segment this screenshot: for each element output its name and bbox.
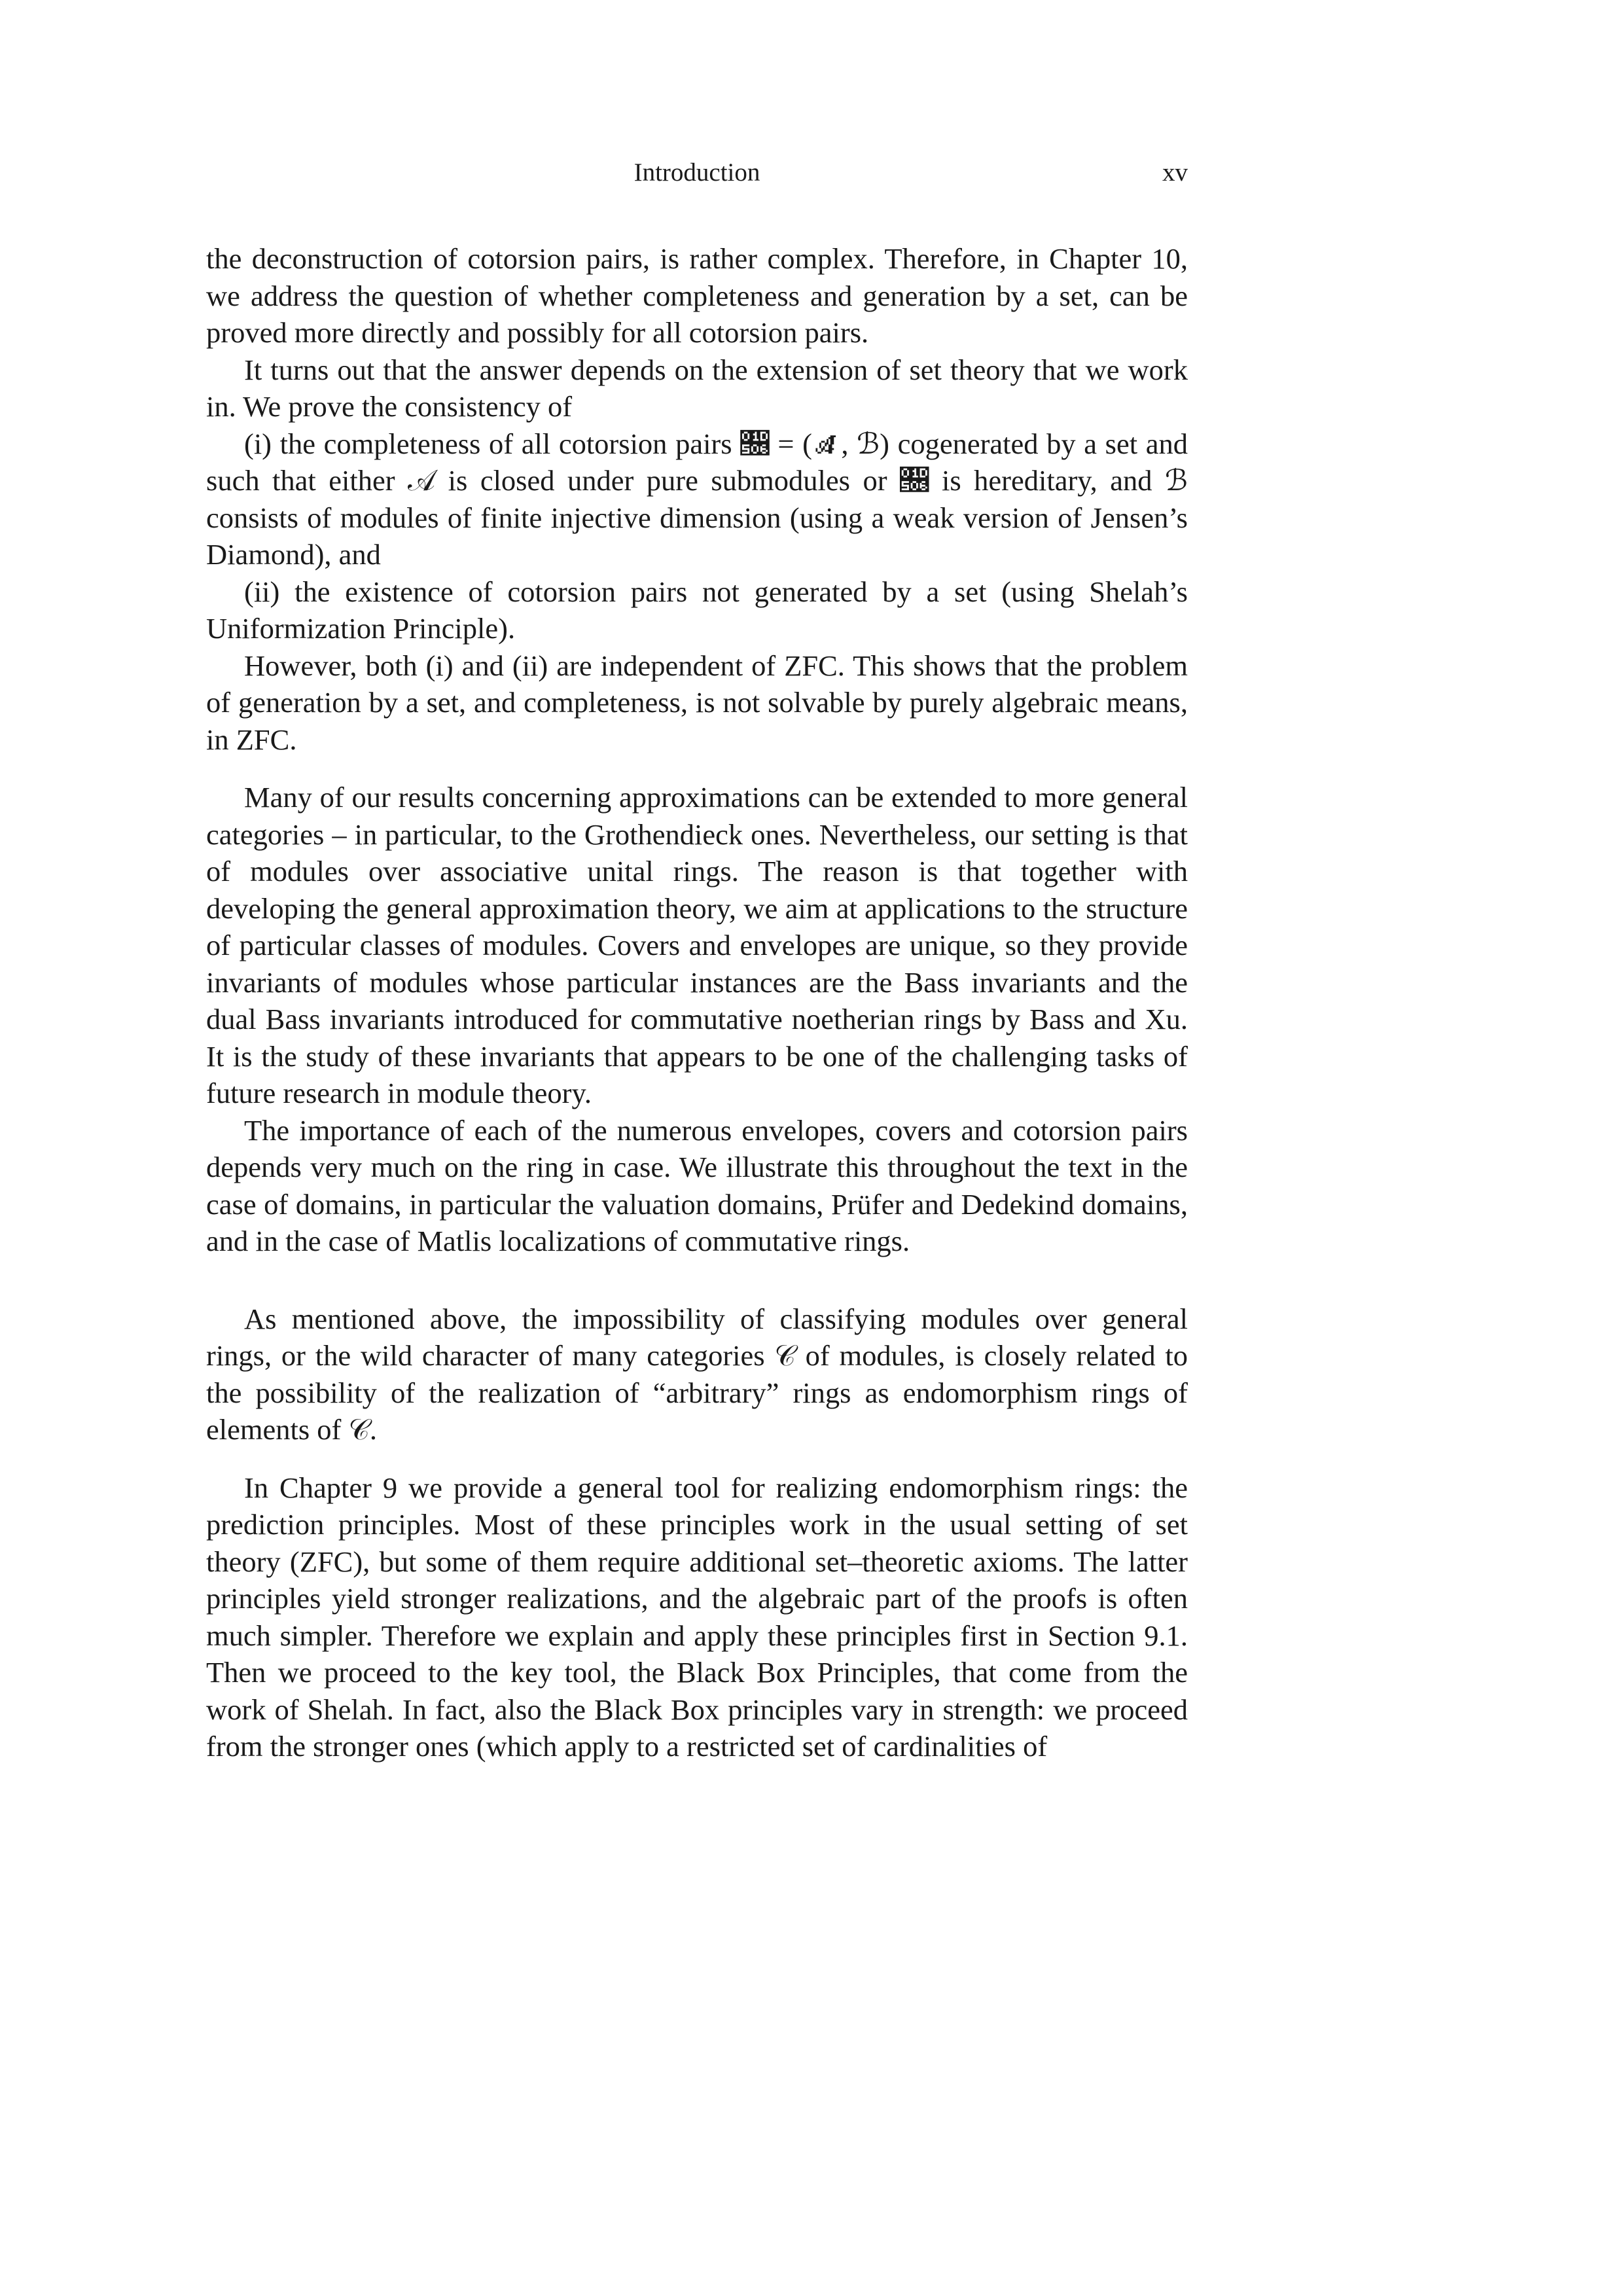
- paragraph-set-theory-extension: It turns out that the answer depends on the extension of set theory that we work in. We prove the consistency of: [206, 353, 1188, 423]
- paragraph-deconstruction: the deconstruction of cotorsion pairs, is rather complex. Therefore, in Chapter 10, we address the question of whether completeness and generation by a set, can be proved more directly and possibly for all cotorsion pairs.: [206, 242, 1188, 349]
- running-head: Introduction: [633, 158, 760, 187]
- paragraph-item-ii: (ii) the existence of cotorsion pairs not generated by a set (using Shelah’s Uniformization Principle).: [206, 575, 1188, 645]
- body-text: [206, 240, 1188, 1765]
- paragraph-independence-zfc: However, both (i) and (ii) are independent of ZFC. This shows that the problem of generation by a set, and completeness, is not solvable by purely algebraic means, in ZFC.: [206, 649, 1188, 756]
- paragraph-classification-impossibility: As mentioned above, the impossibility of classifying modules over general rings, or the wild character of many categories 𝒞 of modules, is closely related to the possibility of the realization of “arbitrary” rings as endomorphism rings of elements of 𝒞.: [206, 1302, 1188, 1446]
- page-header: [206, 157, 1188, 188]
- paragraph-importance-envelopes: The importance of each of the numerous envelopes, covers and cotorsion pairs depends very much on the ring in case. We illustrate this throughout the text in the case of domains, in particular the valuation domains, Prüfer and Dedekind domains, and in the case of Matlis localizations of commutative rings.: [206, 1113, 1188, 1257]
- paragraph-item-i: (i) the completeness of all cotorsion pairs 𝔆 = (𝒜, ℬ) cogenerated by a set and such that either 𝒜 is closed under pure submodules or 𝔆 is hereditary, and ℬ consists of modules of finite injective dimension (using a weak version of Jensen’s Diamond), and: [206, 427, 1188, 571]
- paragraph-prediction-principles: In Chapter 9 we provide a general tool for realizing endomorphism rings: the prediction principles. Most of these principles work in the usual setting of set theory (ZFC), but some of them require additional set–theoretic axioms. The latter principles yield stronger realizations, and the algebraic part of the proofs is often much simpler. Therefore we explain and apply these principles first in Section 9.1. Then we proceed to the key tool, the Black Box Principles, that come from the work of Shelah. In fact, also the Black Box principles vary in strength: we proceed from the stronger ones (which apply to a restricted set of cardinalities of: [206, 1471, 1188, 1763]
- page-number: xv: [1162, 158, 1188, 187]
- paragraph-general-categories: Many of our results concerning approximations can be extended to more general categories – in particular, to the Grothendieck ones. Nevertheless, our setting is that of modules over associative unital rings. The reason is that together with developing the general approximation theory, we aim at applications to the structure of particular classes of modules. Covers and envelopes are unique, so they provide invariants of modules whose particular instances are the Bass invariants and the dual Bass invariants introduced for commutative noetherian rings by Bass and Xu. It is the study of these invariants that appears to be one of the challenging tasks of future research in module theory.: [206, 781, 1188, 1109]
